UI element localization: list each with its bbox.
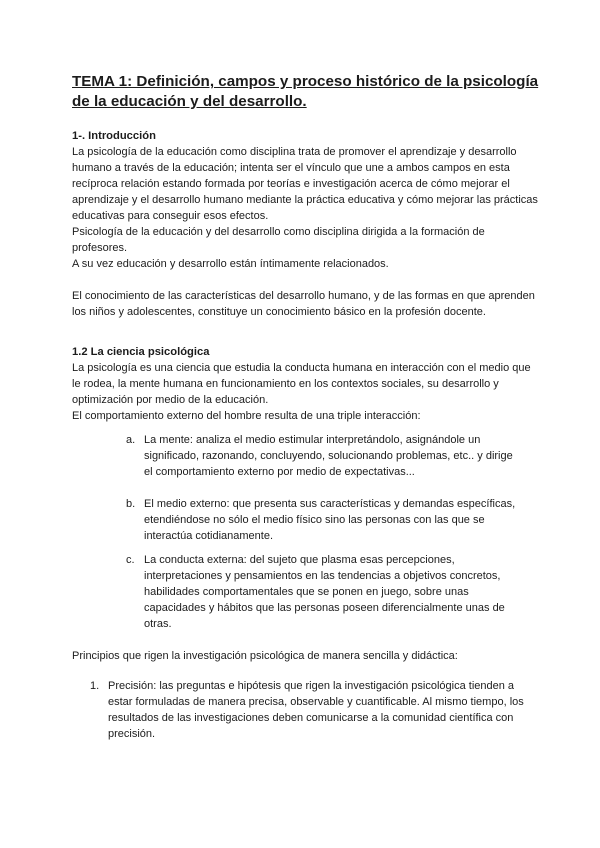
principios-intro: Principios que rigen la investigación psicológica de manera sencilla y didáctica:: [72, 650, 458, 662]
intro-heading: 1-. Introducción: [72, 130, 156, 142]
list-marker-b: b.: [126, 498, 136, 510]
list-item-conducta-externa: La conducta externa: del sujeto que plasma esas percepciones, interpretaciones y pensamientos en las tendencias a objetivos concretos, habilidades comportamentales que se ponen en juego, sobre unas capacidades y hábitos que las personas poseen diferencialmente unas de otras.: [144, 554, 505, 630]
list-item-medio-externo: El medio externo: que presenta sus características y demandas específicas, etendiéndose no sólo el medio físico sino las personas con las que se interactúa cotidianamente.: [144, 498, 516, 542]
ciencia-paragraph-2: El comportamiento externo del hombre resulta de una triple interacción:: [72, 410, 421, 422]
intro-paragraph-4: El conocimiento de las características del desarrollo humano, y de las formas en que aprenden los niños y adolescentes, constituye un conocimiento básico en la profesión docente.: [72, 290, 535, 318]
principle-marker-1: 1.: [90, 680, 100, 692]
document-title: TEMA 1: Definición, campos y proceso histórico de la psicología de la educación y del desarrollo.: [72, 73, 539, 110]
intro-paragraph-3: A su vez educación y desarrollo están íntimamente relacionados.: [72, 258, 389, 270]
intro-paragraph-2: Psicología de la educación y del desarrollo como disciplina dirigida a la formación de profesores.: [72, 226, 485, 254]
list-item-mente: La mente: analiza el medio estimular interpretándolo, asignándole un significado, razonando, concluyendo, solucionando problemas, etc.. y dirige el comportamiento externo por medio de expectativas...: [144, 434, 513, 478]
list-marker-a: a.: [126, 434, 136, 446]
intro-paragraph-1: La psicología de la educación como disciplina trata de promover el aprendizaje y desarrollo humano a través de la educación; intenta ser el vínculo que une a ambos campos en esta recíproca relación estando formada por teorías e investigación acerca de cómo mejorar el aprendizaje y el desarrollo humano mediante la práctica educativa y cómo mejorar las prácticas educativas para conseguir esos efectos.: [72, 146, 538, 222]
ciencia-heading: 1.2 La ciencia psicológica: [72, 346, 210, 358]
principle-precision: Precisión: las preguntas e hipótesis que rigen la investigación psicológica tienden a estar formuladas de manera precisa, observable y cuantificable. Al mismo tiempo, los resultados de las investigaciones deben comunicarse a la comunidad científica con precisión.: [108, 680, 524, 740]
list-marker-c: c.: [126, 554, 135, 566]
ciencia-paragraph-1: La psicología es una ciencia que estudia la conducta humana en interacción con el medio que le rodea, la mente humana en funcionamiento en los contextos sociales, su desarrollo y optimización por medio de la educación.: [72, 362, 531, 406]
